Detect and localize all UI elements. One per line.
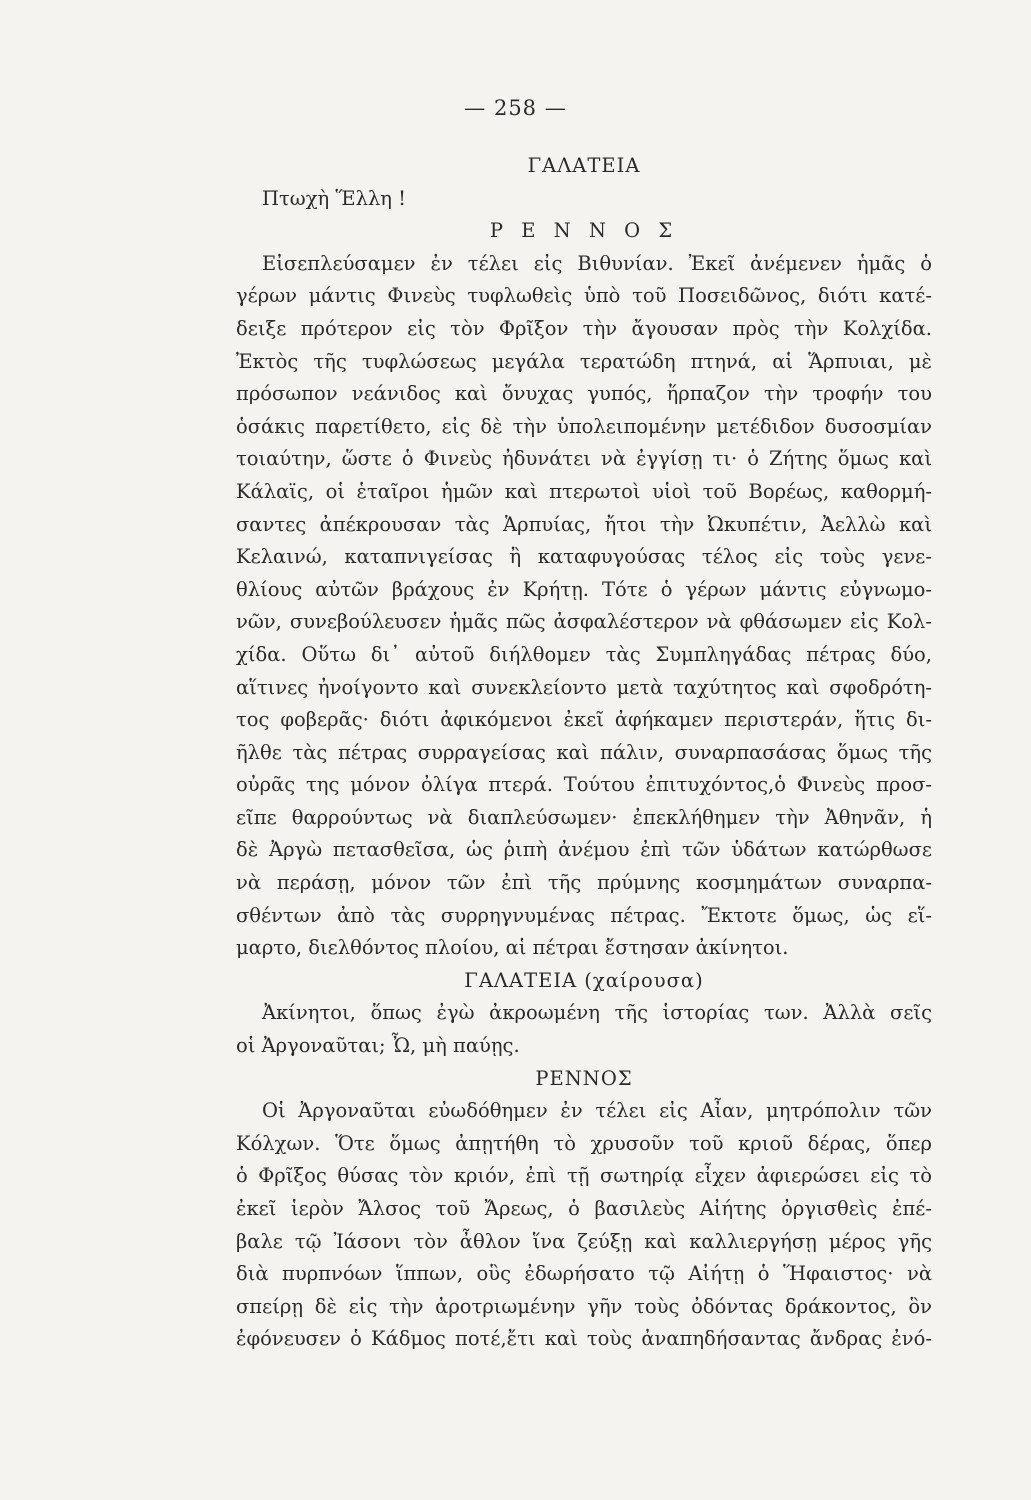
text-line: νὰ περάσῃ, μόνον τῶν ἐπὶ τῆς πρύμνης κοσμημάτων συναρπα- — [236, 871, 932, 895]
text-line: Κελαινώ, καταπνιγείσας ἢ καταφυγούσας τέλος εἰς τοὺς γενε- — [236, 545, 932, 569]
speaker-heading: ΓΑΛΑΤΕΙΑ (χαίρουσα) — [464, 968, 704, 992]
text-line: τος φοβερᾶς· διότι ἀφικόμενοι ἐκεῖ ἀφήκαμεν περιστεράν, ἥτις δι- — [236, 708, 932, 732]
text-line: ἐφόνευσεν ὁ Κάδμος ποτέ,ἔτι καὶ τοὺς ἀναπηδήσαντας ἄνδρας ἐνό- — [236, 1327, 932, 1351]
text-line: πρόσωπον νεάνιδος καὶ ὄνυχας γυπός, ἥρπαζον τὴν τροφήν του — [236, 382, 932, 406]
text-line: μαρτο, διελθόντος πλοίου, αἱ πέτραι ἔστησαν ἀκίνητοι. — [236, 936, 789, 960]
text-line: σαντες ἀπέκρουσαν τὰς Ἁρπυίας, ἤτοι τὴν Ὠκυπέτιν, Ἀελλὼ καὶ — [236, 512, 932, 536]
text-line: Εἰσεπλεύσαμεν ἐν τέλει εἰς Βιθυνίαν. Ἐκεῖ ἀνέμενεν ἡμᾶς ὁ — [262, 251, 932, 275]
text-line: χίδα. Οὕτω δι᾽ αὐτοῦ διήλθομεν τὰς Συμπληγάδας πέτρας δύο, — [236, 642, 932, 666]
text-line: ἐκεῖ ἱερὸν Ἄλσος τοῦ Ἄρεως, ὁ βασιλεὺς Αἰήτης ὀργισθεὶς ἐπέ- — [236, 1197, 932, 1220]
speaker-heading: Ρ Ε Ν Ν Ο Σ — [489, 219, 679, 243]
text-line: νῶν, συνεβούλευσεν ἡμᾶς πῶς ἀσφαλέστερον νὰ φθάσωμεν εἰς Κολ- — [236, 610, 932, 634]
dialogue-line: Πτωχὴ Ἕλλη ! — [262, 186, 407, 210]
text-line: εῖπε θαρρούντως νὰ διαπλεύσωμεν· ἐπεκλήθημεν τὴν Ἀθηνᾶν, ἡ — [236, 805, 932, 829]
speaker-heading: ΡΕΝΝΟΣ — [535, 1066, 633, 1090]
text-line: Οἱ Ἀργοναῦται εὐωδόθημεν ἐν τέλει εἰς Αἶαν, μητρόπολιν τῶν — [262, 1099, 932, 1123]
text-line: δειξε πρότερον εἰς τὸν Φρῖξον τὴν ἄγουσαν πρὸς τὴν Κολχίδα. — [236, 316, 932, 340]
text-line: Ἀκίνητοι, ὅπως ἐγὼ ἀκροωμένη τῆς ἱστορίας των. Ἀλλὰ σεῖς — [262, 1001, 932, 1025]
text-line: Κάλαϊς, οἱ ἑταῖροι ἡμῶν καὶ πτερωτοὶ υἱοὶ τοῦ Βορέως, καθορμή- — [236, 479, 932, 503]
page-number: — 258 — — [464, 96, 567, 120]
text-line: οἱ Ἀργοναῦται; Ὦ, μὴ παύῃς. — [236, 1034, 520, 1058]
paragraph — [236, 1095, 932, 1356]
text-line: διὰ πυρπνόων ἵππων, οὓς ἐδωρήσατο τῷ Αἰήτῃ ὁ Ἥφαιστος· νὰ — [236, 1262, 932, 1286]
text-line: βαλε τῷ Ἰάσονι τὸν ἆθλον ἵνα ζεύξῃ καὶ καλλιεργήσῃ μέρος γῆς — [236, 1229, 932, 1253]
text-line: θλίους αὐτῶν βράχους ἐν Κρήτῃ. Τότε ὁ γέρων μάντις εὐγνωμο- — [236, 577, 932, 601]
paragraph — [236, 248, 932, 965]
paragraph — [236, 997, 932, 1062]
speaker-heading: ΓΑΛΑΤΕΙΑ — [527, 154, 641, 177]
text-line: ὁσάκις παρετίθετο, εἰς δὲ τὴν ὑπολειπομένην μετέδιδον δυσοσμίαν — [236, 414, 932, 438]
text-line: Ἐκτὸς τῆς τυφλώσεως μεγάλα τερατώδη πτηνά, αἱ Ἅρπυιαι, μὲ — [236, 349, 932, 373]
text-line: ῆλθε τὰς πέτρας συρραγείσας καὶ πάλιν, συναρπασάσας ὅμως τῆς — [236, 740, 932, 764]
text-line: οὐρᾶς της μόνον ὀλίγα πτερά. Τούτου ἐπιτυχόντος,ὁ Φινεὺς προσ- — [236, 773, 932, 797]
text-line: ὁ Φρῖξος θύσας τὸν κριόν, ἐπὶ τῇ σωτηρίᾳ εἶχεν ἀφιερώσει εἰς τὸ — [236, 1164, 932, 1188]
text-line: τοιαύτην, ὥστε ὁ Φινεὺς ἠδυνάτει νὰ ἐγγίσῃ τι· ὁ Ζήτης ὅμως καὶ — [236, 447, 932, 471]
text-line: αἵτινες ἠνοίγοντο καὶ συνεκλείοντο μετὰ ταχύτητος καὶ σφοδρότη- — [236, 675, 932, 699]
text-line: γέρων μάντις Φινεὺς τυφλωθεὶς ὑπὸ τοῦ Ποσειδῶνος, διότι κατέ- — [236, 284, 932, 308]
text-line: δὲ Ἀργὼ πετασθεῖσα, ὡς ῥιπὴ ἀνέμου ἐπὶ τῶν ὑδάτων κατώρθωσε — [236, 838, 932, 862]
text-line: σπείρῃ δὲ εἰς τὴν ἀροτριωμένην γῆν τοὺς ὀδόντας δράκοντος, ὃν — [236, 1294, 932, 1318]
text-line: Κόλχων. Ὅτε ὅμως ἀπῃτήθη τὸ χρυσοῦν τοῦ κριοῦ δέρας, ὅπερ — [236, 1131, 932, 1155]
dialogue-text — [236, 150, 932, 1356]
text-line: σθέντων ἀπὸ τὰς συρρηγνυμένας πέτρας. Ἔκτοτε ὅμως, ὡς εἵ- — [236, 903, 932, 927]
